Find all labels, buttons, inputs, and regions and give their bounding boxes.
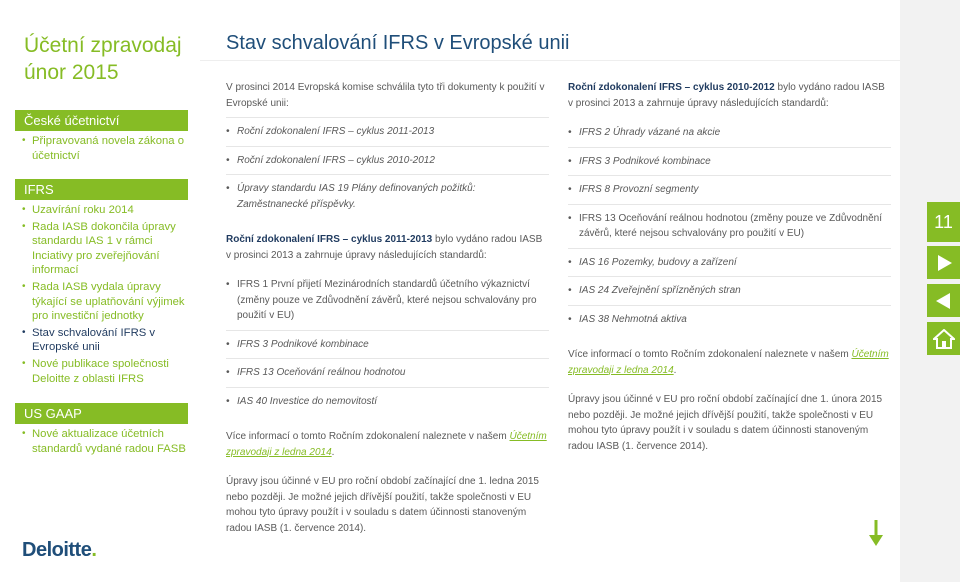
list-item: • IFRS 13 Oceňování reálnou hodnotou (změny pouze ve Zdůvodnění závěrů, které nejsou schvalovány pro použití v EU): [568, 211, 891, 249]
deloitte-logo: [22, 539, 96, 562]
cycle-bold: Roční zdokonalení IFRS – cyklus 2010-2012: [568, 82, 775, 93]
cycle-bold: Roční zdokonalení IFRS – cyklus 2011-2013: [226, 234, 433, 245]
intro-paragraph: V prosinci 2014 Evropská komise schválila tyto tři dokumenty k použití v Evropské unii:: [226, 80, 549, 118]
cycle-paragraph: [226, 232, 549, 263]
newsletter-issue: únor 2015: [24, 61, 119, 84]
nav-item[interactable]: • Rada IASB vydala úpravy týkající se uplatňování výjimek pro investiční jednotky: [22, 280, 190, 324]
play-left-icon: [936, 293, 952, 309]
sidebar: [0, 0, 200, 582]
list-item: • Úpravy standardu IAS 19 Plány definovaných požitků: Zaměstnanecké příspěvky.: [226, 181, 549, 212]
nav-item[interactable]: • Uzavírání roku 2014: [22, 203, 190, 218]
more-info-text: Více informací o tomto Ročním zdokonalení naleznete v našem: [226, 431, 510, 442]
list-item: • Roční zdokonalení IFRS – cyklus 2010-2012: [226, 153, 549, 176]
list-item: • Roční zdokonalení IFRS – cyklus 2011-2013: [226, 124, 549, 147]
next-page-button[interactable]: [927, 246, 960, 279]
list-item: • IFRS 2 Úhrady vázané na akcie: [568, 125, 891, 148]
standards-list: [568, 125, 891, 327]
nav-list-usgaap: [22, 427, 190, 458]
page-number: 11: [927, 202, 960, 242]
arrow-down-icon[interactable]: [868, 520, 884, 546]
home-button[interactable]: [927, 322, 960, 355]
more-info-paragraph: [568, 347, 891, 378]
left-column: [226, 80, 549, 536]
section-header-usgaap[interactable]: US GAAP: [15, 403, 188, 424]
more-info-end: .: [673, 364, 677, 376]
nav-list-czech: [22, 134, 190, 165]
nav-item[interactable]: • Nové publikace společnosti Deloitte z oblasti IFRS: [22, 357, 190, 386]
nav-item[interactable]: • Nové aktualizace účetních standardů vydané radou FASB: [22, 427, 190, 456]
section-header-ifrs[interactable]: IFRS: [15, 179, 188, 200]
right-column: [568, 80, 891, 454]
list-item: • IAS 16 Pozemky, budovy a zařízení: [568, 255, 891, 278]
logo-wordmark: Deloitte: [22, 539, 92, 561]
cycle-rest: bylo vydáno radou IASB v prosinci 2013 a zahrnuje úpravy následujících standardů:: [226, 234, 543, 261]
nav-item-active[interactable]: • Stav schvalování IFRS v Evropské unii: [22, 326, 190, 355]
section-header-czech[interactable]: České účetnictví: [15, 110, 188, 131]
list-item: • IAS 40 Investice do nemovitostí: [226, 394, 549, 410]
effective-paragraph: Úpravy jsou účinné v EU pro roční období začínající dne 1. ledna 2015 nebo později. Je možné jejich dřívější použití, takže společnosti v EU mohou tyto úpravy použít i v souladu s datem účinnosti stanoveným radou IASB (1. července 2014).: [226, 476, 539, 534]
previous-page-button[interactable]: [927, 284, 960, 317]
more-info-text: Více informací o tomto Ročním zdokonalení naleznete v našem: [568, 349, 852, 360]
nav-item[interactable]: • Rada IASB dokončila úpravy standardu IAS 1 v rámci Inciativy pro zveřejňování informací: [22, 220, 190, 278]
list-item: • IFRS 3 Podnikové kombinace: [568, 154, 891, 177]
list-item: • IFRS 3 Podnikové kombinace: [226, 337, 549, 360]
newsletter-link[interactable]: Účetním zpravodaji z ledna 2014: [226, 431, 547, 458]
nav-list-ifrs: [22, 203, 190, 388]
title-divider: [200, 60, 900, 61]
nav-item[interactable]: • Připravovaná novela zákona o účetnictví: [22, 134, 190, 163]
list-item: • IAS 38 Nehmotná aktiva: [568, 312, 891, 328]
newsletter-title: [24, 32, 194, 86]
list-item: • IFRS 13 Oceňování reálnou hodnotou: [226, 365, 549, 388]
newsletter-title-line1: Účetní zpravodaj: [24, 34, 182, 57]
effective-paragraph: Úpravy jsou účinné v EU pro roční období začínající dne 1. února 2015 nebo později. Je možné jejich dřívější použití, takže společnosti v EU mohou tyto úpravy použít i v souladu s datem účinnosti stanoveným radou IASB (1. července 2014).: [568, 394, 883, 452]
page-title: Stav schvalování IFRS v Evropské unii: [226, 32, 570, 54]
list-item: • IAS 24 Zveřejnění spřízněných stran: [568, 283, 891, 306]
play-right-icon: [936, 255, 952, 271]
home-icon: [933, 329, 955, 349]
approved-list: [226, 124, 549, 212]
more-info-paragraph: [226, 429, 549, 460]
more-info-end: .: [331, 446, 335, 458]
logo-dot: .: [91, 539, 97, 561]
newsletter-link[interactable]: Účetním zpravodaji z ledna 2014: [568, 349, 889, 376]
standards-list: [226, 277, 549, 409]
list-item: • IFRS 8 Provozní segmenty: [568, 182, 891, 205]
cycle-paragraph: [568, 80, 891, 111]
cycle-rest: bylo vydáno radou IASB v prosinci 2013 a zahrnuje úpravy následujících standardů:: [568, 82, 885, 109]
list-item: • IFRS 1 První přijetí Mezinárodních standardů účetního výkaznictví (změny pouze ve Zdůvodnění závěrů, které nejsou schvalovány pro použití v EU): [226, 277, 549, 331]
